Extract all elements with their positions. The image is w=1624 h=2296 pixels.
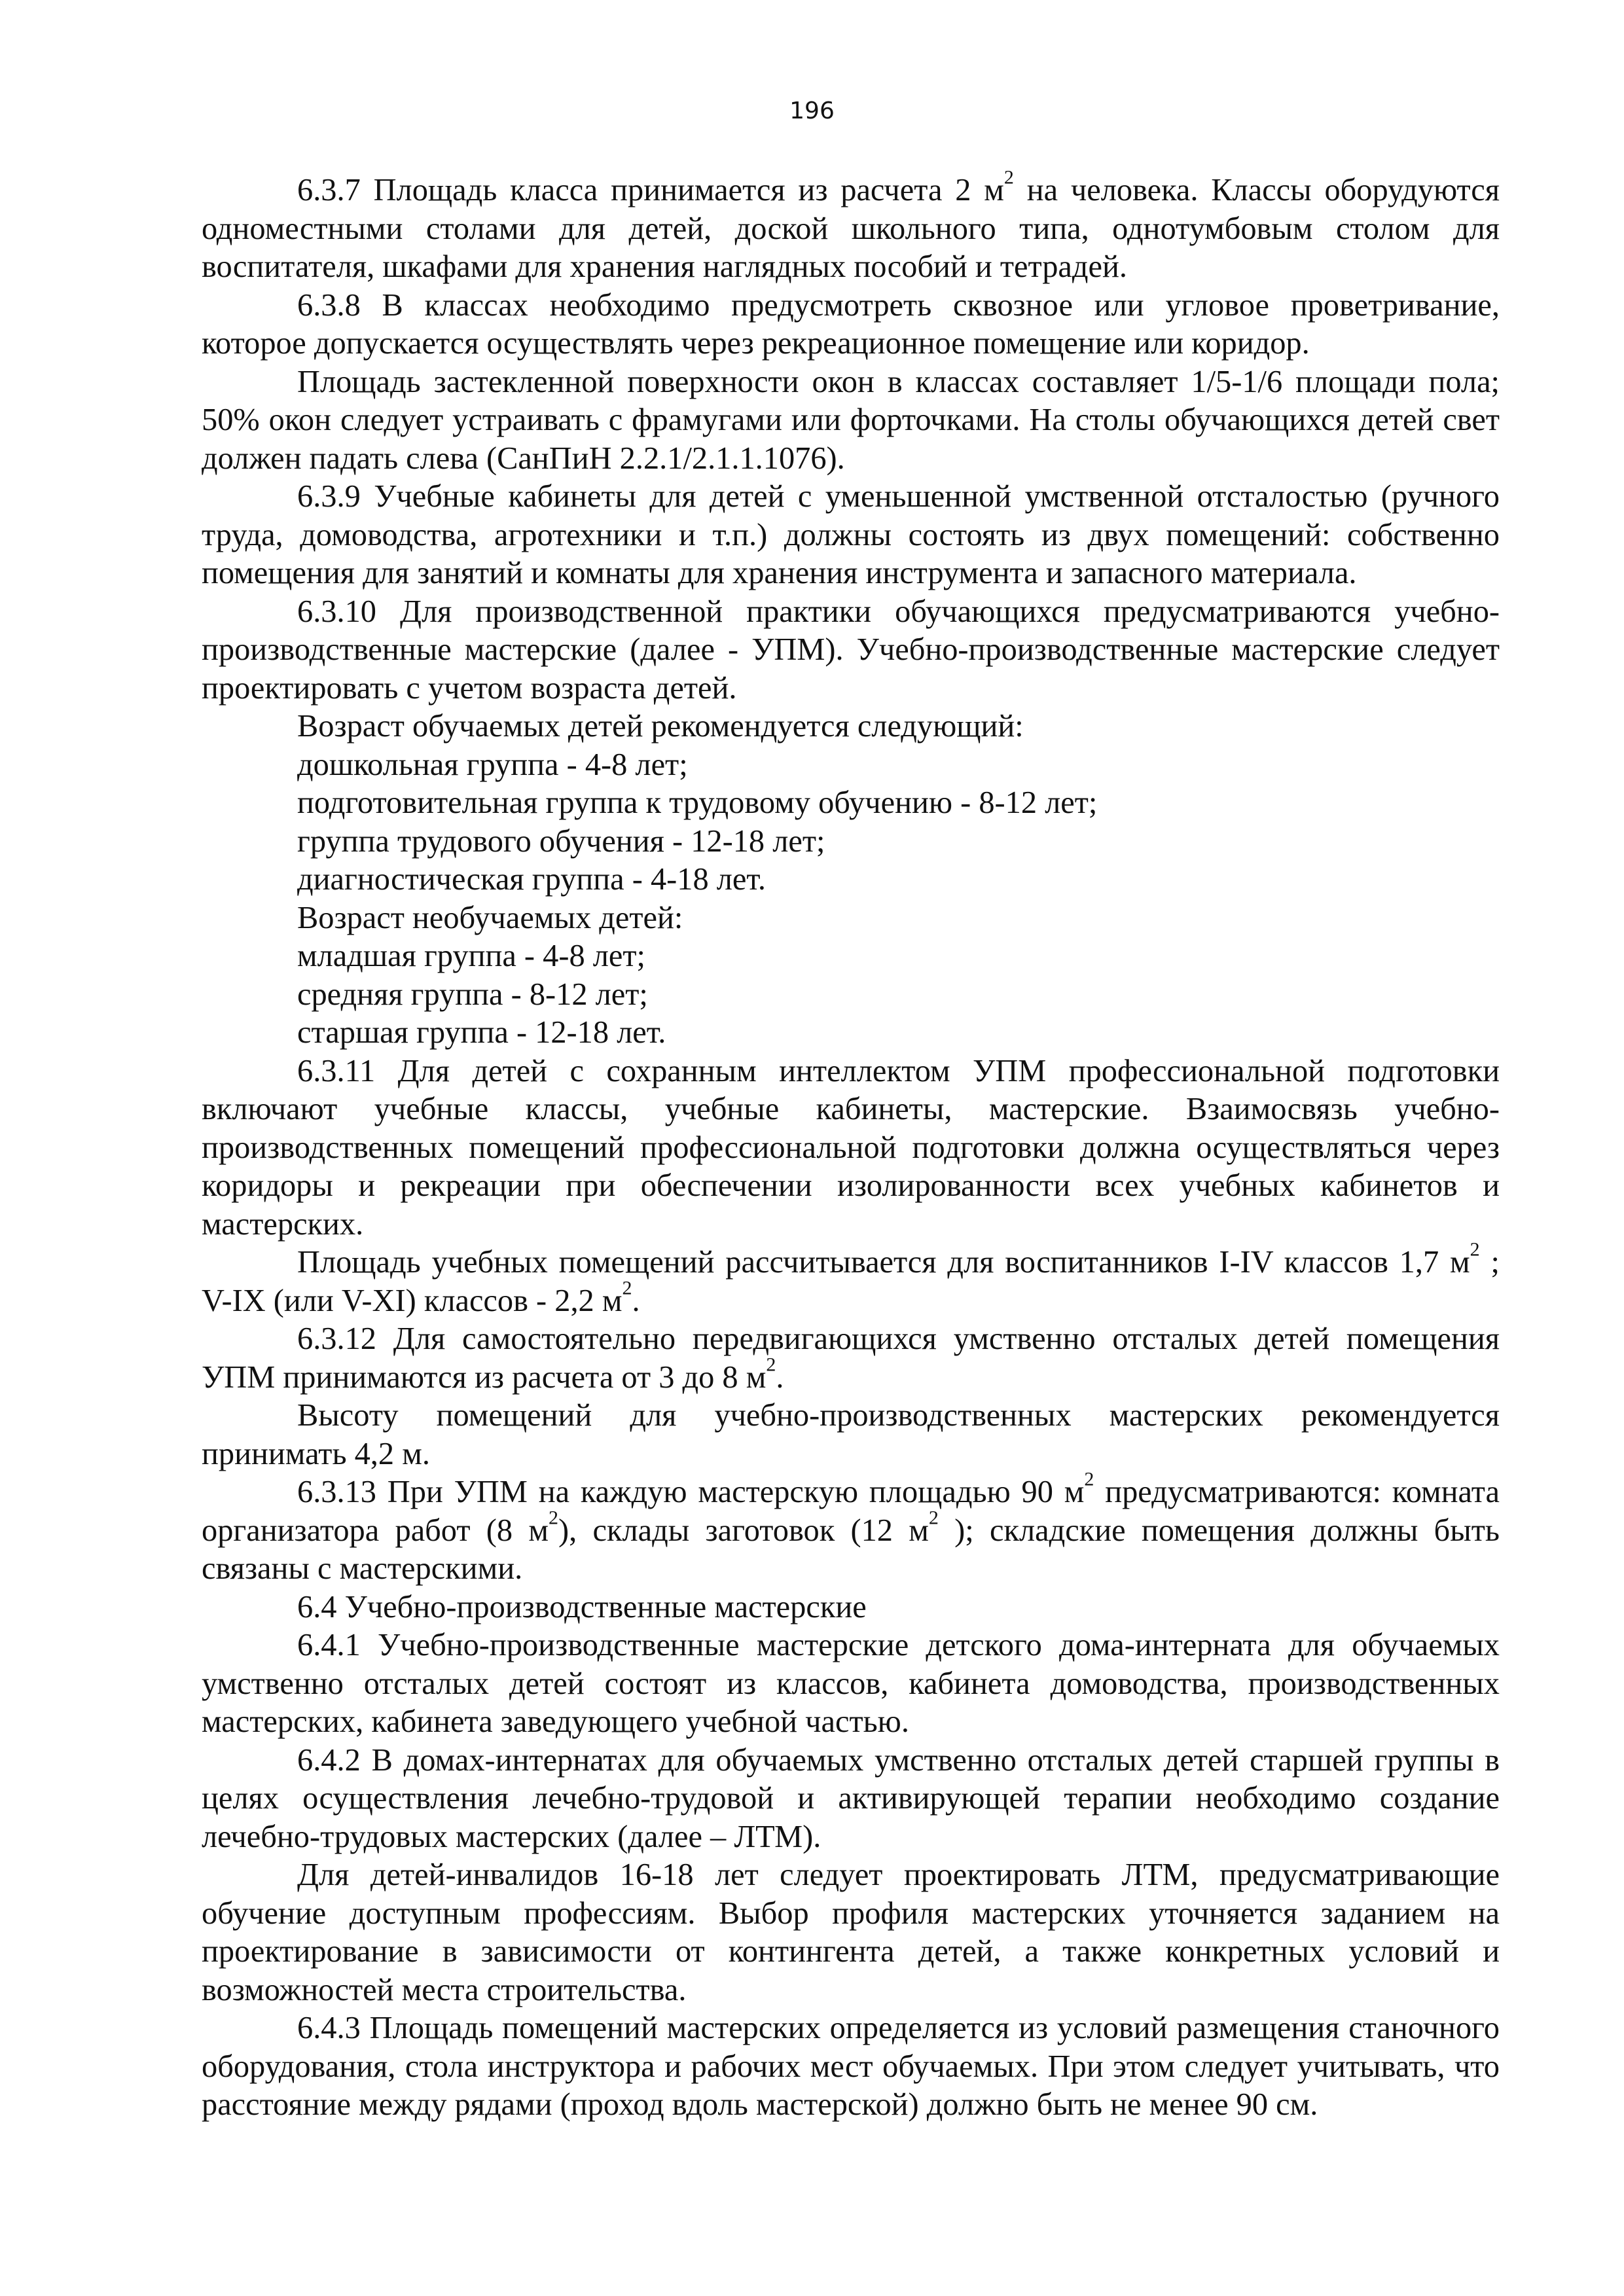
text-run: 6.4 Учебно-производственные мастерские — [297, 1589, 867, 1624]
paragraph — [202, 1742, 1500, 1857]
text-run: 6.3.7 Площадь класса принимается из расчета 2 м — [297, 173, 1004, 207]
paragraph — [202, 478, 1500, 593]
text-run: предусматриваются: комната организатора работ (8 м — [202, 1475, 1500, 1548]
list-line — [202, 746, 1500, 785]
superscript: 2 — [1470, 1238, 1480, 1261]
text-run: группа трудового обучения - 12-18 лет; — [297, 823, 825, 859]
text-run: дошкольная группа - 4-8 лет; — [297, 747, 688, 782]
text-run: 6.4.3 Площадь помещений мастерских определяется из условий размещения станочного оборудования, стола инструктора и рабочих мест обучаемых. При этом следует учитывать, что расстояние между рядами (проход вдоль мастерской) должно быть не менее 90 см. — [202, 2011, 1500, 2122]
text-run: 6.3.10 Для производственной практики обучающихся предусматриваются учебно-производственные мастерские (далее - УПМ). Учебно-производственные мастерские следует проектировать с учетом возраста детей. — [202, 594, 1500, 706]
paragraph — [202, 1626, 1500, 1742]
text-run: 6.4.2 В домах-интернатах для обучаемых умственно отсталых детей старшей группы в целях осуществления лечебно-трудовой и активирующей терапии необходимо создание лечебно-трудовых мастерских (далее – ЛТМ). — [202, 1742, 1500, 1854]
paragraph — [202, 363, 1500, 478]
superscript: 2 — [1003, 166, 1014, 188]
text-run: Высоту помещений для учебно-производственных мастерских рекомендуется принимать 4,2 м. — [202, 1398, 1500, 1471]
paragraph — [202, 1468, 1500, 1588]
paragraph — [202, 1856, 1500, 2009]
paragraph — [202, 287, 1500, 363]
list-line — [202, 899, 1500, 938]
text-run: Возраст обучаемых детей рекомендуется следующий: — [297, 709, 1024, 744]
text-run: Площадь учебных помещений рассчитывается для воспитанников I-IV классов 1,7 м — [297, 1245, 1470, 1280]
list-line — [202, 708, 1500, 746]
text-run: младшая группа - 4-8 лет; — [297, 939, 645, 973]
text-run: Для детей-инвалидов 16-18 лет следует проектировать ЛТМ, предусматривающие обучение доступным профессиям. Выбор профиля мастерских уточняется заданием на проектирование в зависимости от контингента детей, а также конкретных условий и возможностей места строительства. — [202, 1857, 1500, 2007]
paragraph — [202, 1238, 1500, 1320]
text-run: старшая группа - 12-18 лет. — [297, 1015, 666, 1050]
text-run: 6.3.12 Для самостоятельно передвигающихся умственно отсталых детей помещения УПМ принимаются из расчета от 3 до 8 м — [202, 1321, 1500, 1395]
text-run: ); складские помещения должны быть связаны с мастерскими. — [202, 1513, 1500, 1586]
list-line — [202, 861, 1500, 899]
text-run: средняя группа - 8-12 лет; — [297, 977, 648, 1012]
list-line — [202, 1014, 1500, 1052]
list-line — [202, 823, 1500, 861]
paragraph — [202, 1397, 1500, 1473]
paragraph — [202, 1320, 1500, 1397]
list-line — [202, 937, 1500, 976]
text-run: . — [776, 1359, 784, 1395]
paragraph — [202, 1588, 1500, 1627]
paragraph — [202, 1052, 1500, 1244]
text-run: ; V-IX (или V-XI) классов - 2,2 м — [202, 1245, 1500, 1318]
list-line — [202, 976, 1500, 1014]
page-number: 196 — [789, 98, 835, 124]
text-run: 6.3.11 Для детей с сохранным интеллектом УПМ профессиональной подготовки включают учебные классы, учебные кабинеты, мастерские. Взаимосвязь учебно-производственных помещений профессиональной подготовки должна осуществляться через коридоры и рекреации при обеспечении изолированности всех учебных кабинетов и мастерских. — [202, 1053, 1500, 1242]
text-run: . — [632, 1283, 640, 1318]
paragraph — [202, 166, 1500, 287]
superscript: 2 — [1084, 1468, 1094, 1490]
paragraph — [202, 2009, 1500, 2125]
superscript: 2 — [548, 1507, 558, 1528]
text-run: Площадь застекленной поверхности окон в классах составляет 1/5-1/6 площади пола; 50% окон следует устраивать с фрамугами или форточками. На столы обучающихся детей свет должен падать слева (СанПиН 2.2.1/2.1.1.1076). — [202, 364, 1500, 476]
superscript: 2 — [766, 1354, 776, 1375]
paragraph — [202, 593, 1500, 708]
text-run: диагностическая группа - 4-18 лет. — [297, 862, 766, 897]
text-run: ), склады заготовок (12 м — [558, 1513, 929, 1548]
text-run: 6.4.1 Учебно-производственные мастерские детского дома-интерната для обучаемых умственно отсталых детей состоят из классов, кабинета домоводства, производственных мастерских, кабинета заведующего учебной частью. — [202, 1628, 1500, 1739]
text-run: 6.3.13 При УПМ на каждую мастерскую площадью 90 м — [297, 1475, 1085, 1509]
text-run: 6.3.9 Учебные кабинеты для детей с уменьшенной умственной отсталостью (ручного труда, домоводства, агротехники и т.п.) должны состоять из двух помещений: собственно помещения для занятий и комнаты для хранения инструмента и запасного материала. — [202, 479, 1500, 590]
text-run: подготовительная группа к трудовому обучению - 8-12 лет; — [297, 785, 1098, 820]
text-run: на человека. Классы оборудуются одноместными столами для детей, доской школьного типа, однотумбовым столом для воспитателя, шкафами для хранения наглядных пособий и тетрадей. — [202, 173, 1500, 284]
document-body — [202, 166, 1500, 2125]
superscript: 2 — [928, 1507, 939, 1528]
superscript: 2 — [622, 1277, 632, 1299]
text-run: 6.3.8 В классах необходимо предусмотреть сквозное или угловое проветривание, которое допускается осуществлять через рекреационное помещение или коридор. — [202, 287, 1500, 361]
text-run: Возраст необучаемых детей: — [297, 900, 683, 935]
list-line — [202, 784, 1500, 823]
